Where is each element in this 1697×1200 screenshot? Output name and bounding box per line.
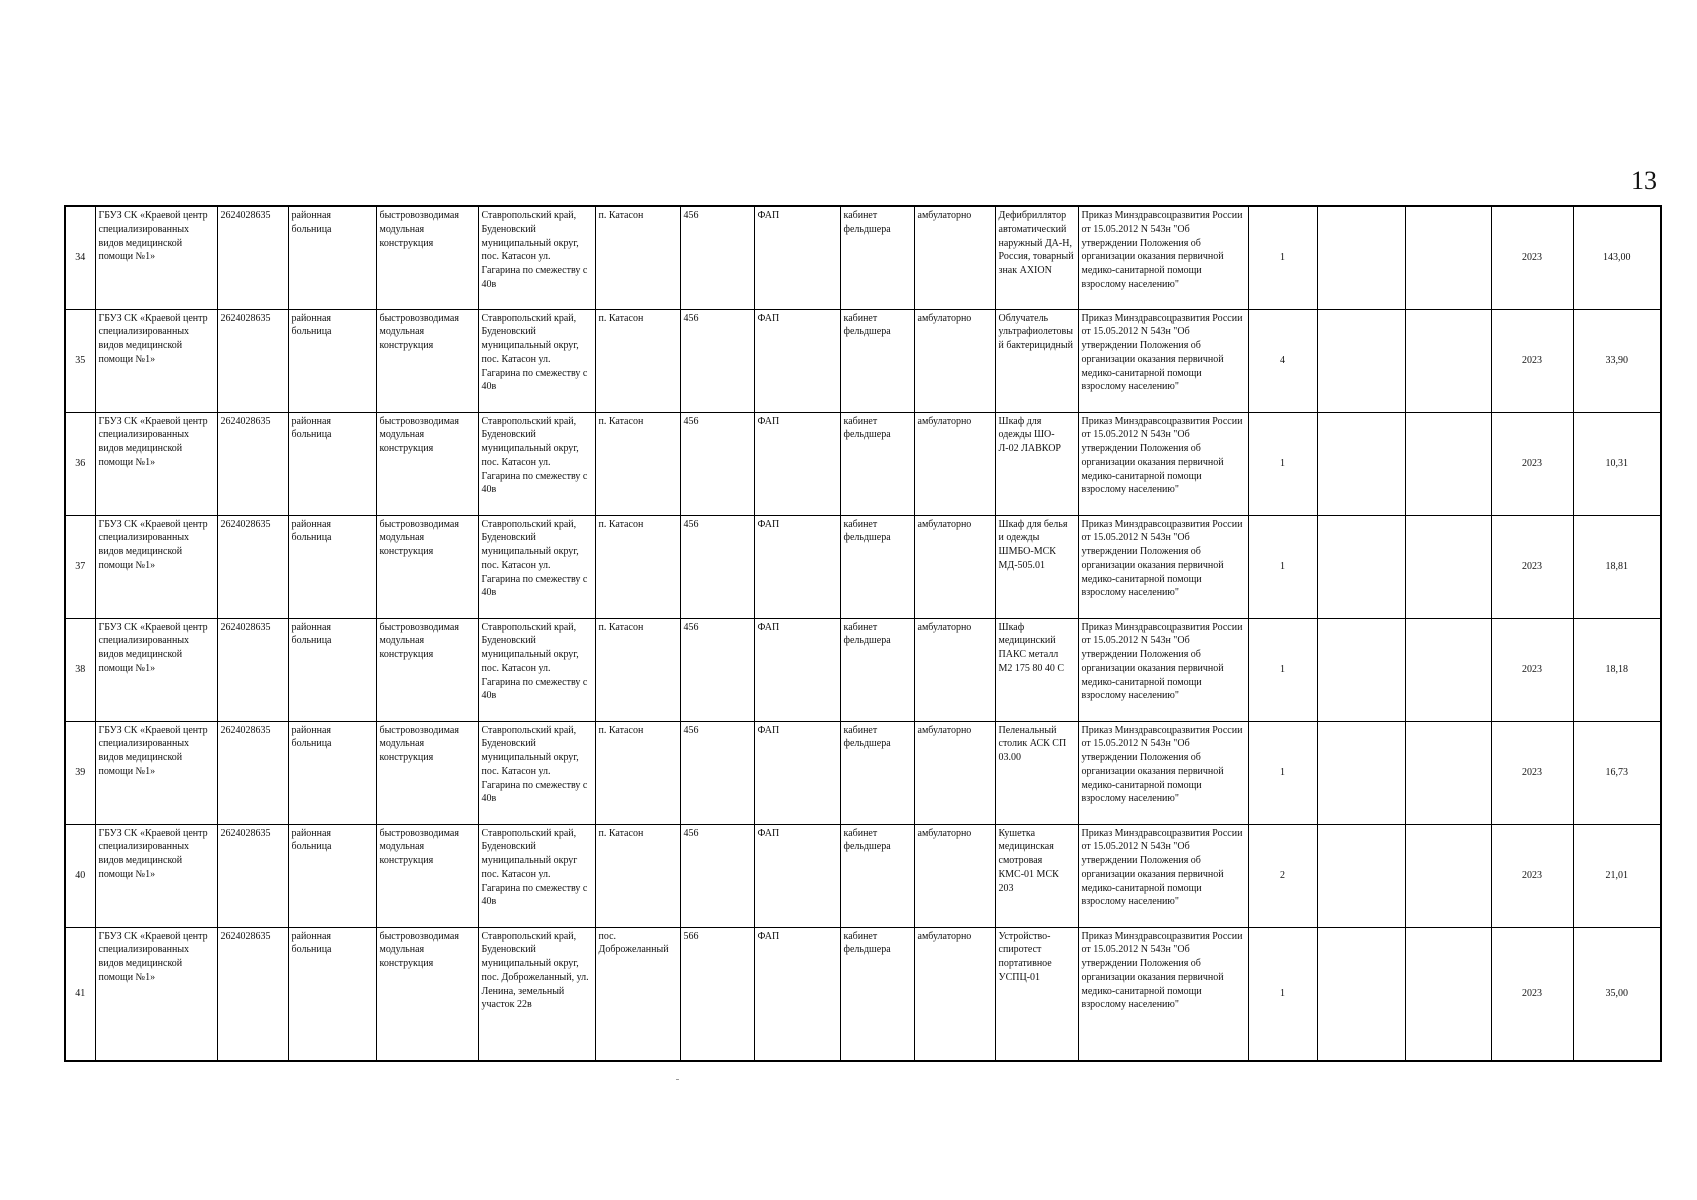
- year-cell: 2023: [1491, 515, 1573, 618]
- empty-cell: [1317, 206, 1405, 309]
- inn-cell: 2624028635: [217, 927, 288, 1061]
- empty-cell: [1405, 206, 1491, 309]
- inn-cell: 2624028635: [217, 721, 288, 824]
- organization-cell: ГБУЗ СК «Краевой центр специализированных видов медицинской помощи №1»: [95, 618, 217, 721]
- empty-cell: [1405, 927, 1491, 1061]
- organization-cell: ГБУЗ СК «Краевой центр специализированных видов медицинской помощи №1»: [95, 412, 217, 515]
- table-body: [65, 206, 1661, 1061]
- empty-cell: [1317, 824, 1405, 927]
- locality-cell: п. Катасон: [595, 824, 680, 927]
- organization-cell: ГБУЗ СК «Краевой центр специализированных видов медицинской помощи №1»: [95, 206, 217, 309]
- inn-cell: 2624028635: [217, 309, 288, 412]
- address-cell: Ставропольский край, Буденовский муниципальный округ, пос. Катасон ул. Гагарина по смежеству с 40в: [478, 515, 595, 618]
- equipment-cell: Кушетка медицинская смотровая КМС-01 МСК 203: [995, 824, 1078, 927]
- row-number: 40: [65, 824, 95, 927]
- quantity-cell: 1: [1248, 412, 1317, 515]
- locality-cell: п. Катасон: [595, 206, 680, 309]
- address-cell: Ставропольский край, Буденовский муниципальный округ, пос. Катасон ул. Гагарина по смежеству с 40в: [478, 309, 595, 412]
- inn-cell: 2624028635: [217, 618, 288, 721]
- population-cell: 456: [680, 309, 754, 412]
- population-cell: 456: [680, 515, 754, 618]
- inn-cell: 2624028635: [217, 412, 288, 515]
- row-number: 36: [65, 412, 95, 515]
- room-cell: кабинет фельдшера: [840, 515, 914, 618]
- row-number: 35: [65, 309, 95, 412]
- building-type-cell: быстровозводимая модульная конструкция: [376, 515, 478, 618]
- year-cell: 2023: [1491, 721, 1573, 824]
- year-cell: 2023: [1491, 206, 1573, 309]
- equipment-registry-table: [64, 205, 1662, 1062]
- room-cell: кабинет фельдшера: [840, 412, 914, 515]
- locality-cell: п. Катасон: [595, 721, 680, 824]
- locality-cell: п. Катасон: [595, 618, 680, 721]
- regulation-cell: Приказ Минздравсоцразвития России от 15.05.2012 N 543н "Об утверждении Положения об организации оказания первичной медико-санитарной помощи взрослому населению": [1078, 618, 1248, 721]
- table-row: [65, 309, 1661, 412]
- regulation-cell: Приказ Минздравсоцразвития России от 15.05.2012 N 543н "Об утверждении Положения об организации оказания первичной медико-санитарной помощи взрослому населению": [1078, 515, 1248, 618]
- facility-type-cell: районная больница: [288, 824, 376, 927]
- locality-cell: п. Катасон: [595, 309, 680, 412]
- equipment-cell: Облучатель ультрафиолетовый бактерицидный: [995, 309, 1078, 412]
- empty-cell: [1317, 721, 1405, 824]
- amount-cell: 33,90: [1573, 309, 1661, 412]
- page-number: 13: [1631, 166, 1657, 195]
- room-cell: кабинет фельдшера: [840, 206, 914, 309]
- equipment-cell: Шкаф медицинский ПАКС металл М2 175 80 40 С: [995, 618, 1078, 721]
- organization-cell: ГБУЗ СК «Краевой центр специализированных видов медицинской помощи №1»: [95, 515, 217, 618]
- care-mode-cell: амбулаторно: [914, 309, 995, 412]
- empty-cell: [1317, 927, 1405, 1061]
- empty-cell: [1317, 618, 1405, 721]
- equipment-cell: Шкаф для белья и одежды ШМБО-МСК МД-505.01: [995, 515, 1078, 618]
- year-cell: 2023: [1491, 824, 1573, 927]
- equipment-cell: Шкаф для одежды ШО-Л-02 ЛАВКОР: [995, 412, 1078, 515]
- quantity-cell: 4: [1248, 309, 1317, 412]
- row-number: 39: [65, 721, 95, 824]
- regulation-cell: Приказ Минздравсоцразвития России от 15.05.2012 N 543н "Об утверждении Положения об организации оказания первичной медико-санитарной помощи взрослому населению": [1078, 412, 1248, 515]
- empty-cell: [1317, 412, 1405, 515]
- locality-cell: п. Катасон: [595, 515, 680, 618]
- quantity-cell: 2: [1248, 824, 1317, 927]
- unit-cell: ФАП: [754, 309, 840, 412]
- care-mode-cell: амбулаторно: [914, 824, 995, 927]
- address-cell: Ставропольский край, Буденовский муниципальный округ, пос. Катасон ул. Гагарина по смежеству с 40в: [478, 206, 595, 309]
- empty-cell: [1405, 515, 1491, 618]
- building-type-cell: быстровозводимая модульная конструкция: [376, 309, 478, 412]
- facility-type-cell: районная больница: [288, 206, 376, 309]
- quantity-cell: 1: [1248, 927, 1317, 1061]
- population-cell: 456: [680, 618, 754, 721]
- empty-cell: [1405, 309, 1491, 412]
- room-cell: кабинет фельдшера: [840, 618, 914, 721]
- inn-cell: 2624028635: [217, 824, 288, 927]
- facility-type-cell: районная больница: [288, 618, 376, 721]
- care-mode-cell: амбулаторно: [914, 206, 995, 309]
- facility-type-cell: районная больница: [288, 309, 376, 412]
- population-cell: 456: [680, 412, 754, 515]
- empty-cell: [1405, 824, 1491, 927]
- building-type-cell: быстровозводимая модульная конструкция: [376, 206, 478, 309]
- facility-type-cell: районная больница: [288, 721, 376, 824]
- locality-cell: п. Катасон: [595, 412, 680, 515]
- locality-cell: пос. Доброжеланный: [595, 927, 680, 1061]
- regulation-cell: Приказ Минздравсоцразвития России от 15.05.2012 N 543н "Об утверждении Положения об организации оказания первичной медико-санитарной помощи взрослому населению": [1078, 721, 1248, 824]
- address-cell: Ставропольский край, Буденовский муниципальный округ, пос. Доброжеланный, ул. Ленина, земельный участок 22в: [478, 927, 595, 1061]
- equipment-cell: Пеленальный столик АСК СП 03.00: [995, 721, 1078, 824]
- building-type-cell: быстровозводимая модульная конструкция: [376, 927, 478, 1061]
- amount-cell: 21,01: [1573, 824, 1661, 927]
- care-mode-cell: амбулаторно: [914, 412, 995, 515]
- room-cell: кабинет фельдшера: [840, 824, 914, 927]
- organization-cell: ГБУЗ СК «Краевой центр специализированных видов медицинской помощи №1»: [95, 721, 217, 824]
- equipment-cell: Дефибриллятор автоматический наружный ДА-Н, Россия, товарный знак AXION: [995, 206, 1078, 309]
- regulation-cell: Приказ Минздравсоцразвития России от 15.05.2012 N 543н "Об утверждении Положения об организации оказания первичной медико-санитарной помощи взрослому населению": [1078, 309, 1248, 412]
- table-row: [65, 515, 1661, 618]
- empty-cell: [1405, 618, 1491, 721]
- unit-cell: ФАП: [754, 824, 840, 927]
- unit-cell: ФАП: [754, 927, 840, 1061]
- population-cell: 456: [680, 824, 754, 927]
- organization-cell: ГБУЗ СК «Краевой центр специализированных видов медицинской помощи №1»: [95, 309, 217, 412]
- quantity-cell: 1: [1248, 515, 1317, 618]
- organization-cell: ГБУЗ СК «Краевой центр специализированных видов медицинской помощи №1»: [95, 824, 217, 927]
- empty-cell: [1405, 721, 1491, 824]
- table-row: [65, 824, 1661, 927]
- building-type-cell: быстровозводимая модульная конструкция: [376, 618, 478, 721]
- room-cell: кабинет фельдшера: [840, 721, 914, 824]
- equipment-cell: Устройство-спиротест портативное УСПЦ-01: [995, 927, 1078, 1061]
- population-cell: 456: [680, 721, 754, 824]
- year-cell: 2023: [1491, 618, 1573, 721]
- table-row: [65, 618, 1661, 721]
- unit-cell: ФАП: [754, 515, 840, 618]
- care-mode-cell: амбулаторно: [914, 721, 995, 824]
- facility-type-cell: районная больница: [288, 412, 376, 515]
- amount-cell: 35,00: [1573, 927, 1661, 1061]
- row-number: 41: [65, 927, 95, 1061]
- quantity-cell: 1: [1248, 618, 1317, 721]
- quantity-cell: 1: [1248, 206, 1317, 309]
- row-number: 38: [65, 618, 95, 721]
- amount-cell: 143,00: [1573, 206, 1661, 309]
- empty-cell: [1317, 515, 1405, 618]
- room-cell: кабинет фельдшера: [840, 927, 914, 1061]
- care-mode-cell: амбулаторно: [914, 515, 995, 618]
- empty-cell: [1405, 412, 1491, 515]
- address-cell: Ставропольский край, Буденовский муниципальный округ, пос. Катасон ул. Гагарина по смежеству с 40в: [478, 412, 595, 515]
- unit-cell: ФАП: [754, 206, 840, 309]
- address-cell: Ставропольский край, Буденовский муниципальный округ, пос. Катасон ул. Гагарина по смежеству с 40в: [478, 721, 595, 824]
- unit-cell: ФАП: [754, 412, 840, 515]
- organization-cell: ГБУЗ СК «Краевой центр специализированных видов медицинской помощи №1»: [95, 927, 217, 1061]
- quantity-cell: 1: [1248, 721, 1317, 824]
- unit-cell: ФАП: [754, 618, 840, 721]
- table-row: [65, 721, 1661, 824]
- year-cell: 2023: [1491, 309, 1573, 412]
- amount-cell: 18,81: [1573, 515, 1661, 618]
- regulation-cell: Приказ Минздравсоцразвития России от 15.05.2012 N 543н "Об утверждении Положения об организации оказания первичной медико-санитарной помощи взрослому населению": [1078, 927, 1248, 1061]
- year-cell: 2023: [1491, 927, 1573, 1061]
- room-cell: кабинет фельдшера: [840, 309, 914, 412]
- inn-cell: 2624028635: [217, 206, 288, 309]
- amount-cell: 16,73: [1573, 721, 1661, 824]
- facility-type-cell: районная больница: [288, 927, 376, 1061]
- row-number: 37: [65, 515, 95, 618]
- unit-cell: ФАП: [754, 721, 840, 824]
- table-row: [65, 927, 1661, 1061]
- building-type-cell: быстровозводимая модульная конструкция: [376, 824, 478, 927]
- address-cell: Ставропольский край, Буденовский муниципальный округ пос. Катасон ул. Гагарина по смежеству с 40в: [478, 824, 595, 927]
- care-mode-cell: амбулаторно: [914, 618, 995, 721]
- empty-cell: [1317, 309, 1405, 412]
- facility-type-cell: районная больница: [288, 515, 376, 618]
- care-mode-cell: амбулаторно: [914, 927, 995, 1061]
- address-cell: Ставропольский край, Буденовский муниципальный округ, пос. Катасон ул. Гагарина по смежеству с 40в: [478, 618, 595, 721]
- inn-cell: 2624028635: [217, 515, 288, 618]
- building-type-cell: быстровозводимая модульная конструкция: [376, 721, 478, 824]
- table-row: [65, 412, 1661, 515]
- population-cell: 456: [680, 206, 754, 309]
- population-cell: 566: [680, 927, 754, 1061]
- table-row: [65, 206, 1661, 309]
- building-type-cell: быстровозводимая модульная конструкция: [376, 412, 478, 515]
- row-number: 34: [65, 206, 95, 309]
- year-cell: 2023: [1491, 412, 1573, 515]
- regulation-cell: Приказ Минздравсоцразвития России от 15.05.2012 N 543н "Об утверждении Положения об организации оказания первичной медико-санитарной помощи взрослому населению": [1078, 824, 1248, 927]
- amount-cell: 18,18: [1573, 618, 1661, 721]
- regulation-cell: Приказ Минздравсоцразвития России от 15.05.2012 N 543н "Об утверждении Положения об организации оказания первичной медико-санитарной помощи взрослому населению": [1078, 206, 1248, 309]
- amount-cell: 10,31: [1573, 412, 1661, 515]
- scan-speck: [676, 1079, 679, 1080]
